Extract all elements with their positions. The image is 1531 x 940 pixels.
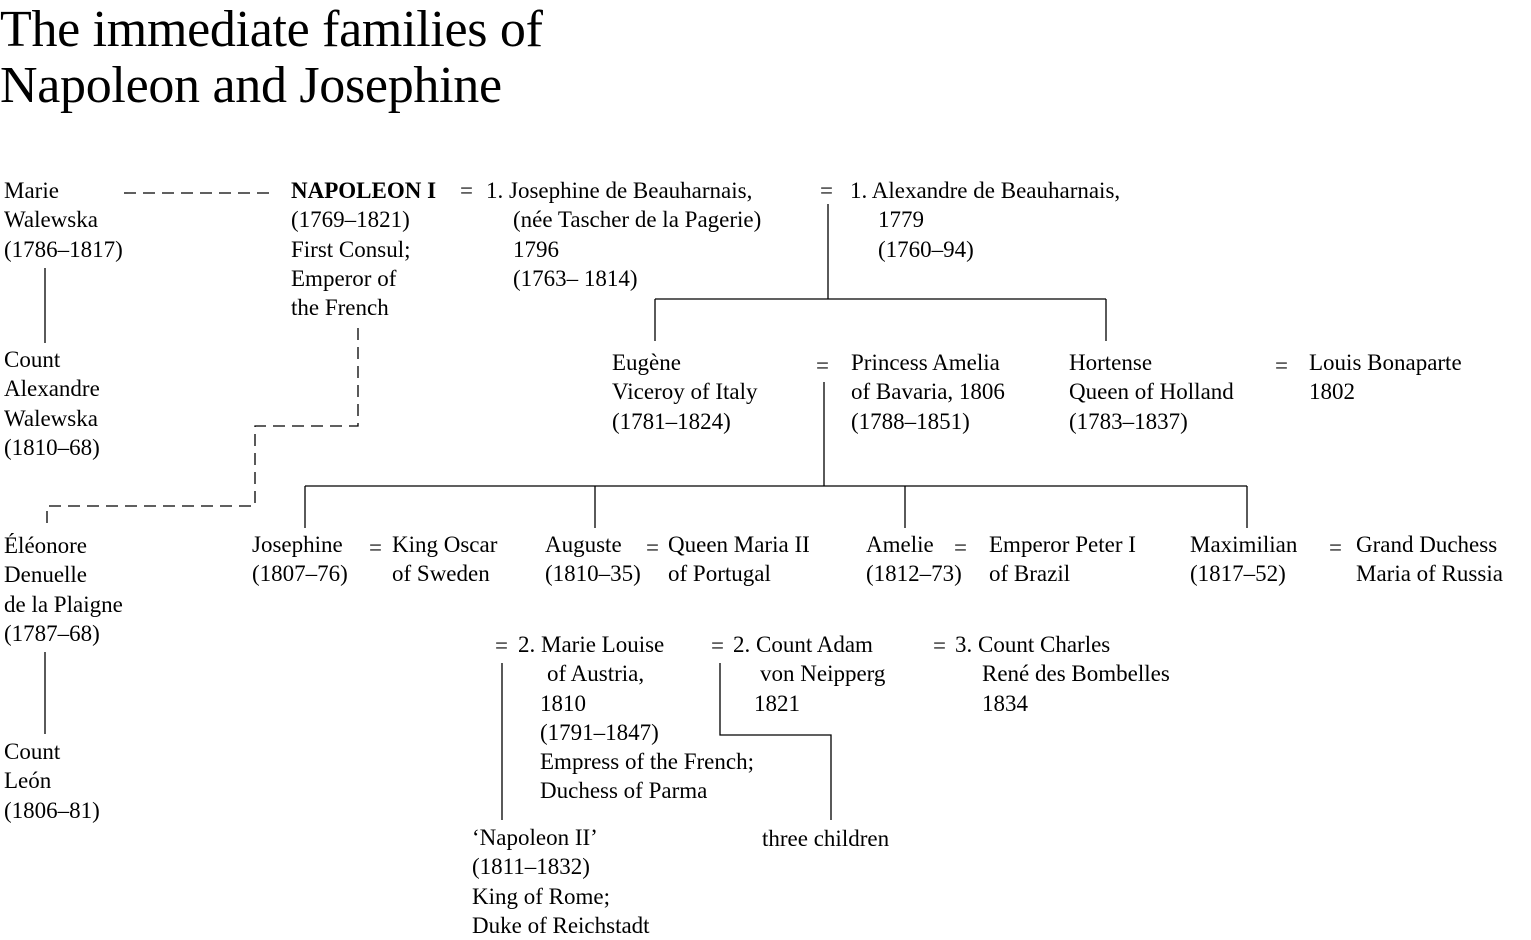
person-marie-louise: 2. Marie Louise of Austria, 1810 (1791–1847) Empress of the French; Duchess of Parma — [518, 632, 754, 804]
person-count-leon: Count León (1806–81) — [4, 739, 100, 823]
marriage-symbol: = — [820, 178, 833, 203]
person-queen-maria-ii: Queen Maria II of Portugal — [668, 532, 810, 587]
person-napoleon-i: NAPOLEON I (1769–1821) First Consul; Emperor of the French — [291, 178, 437, 321]
person-josephine-of-leuchtenberg: Josephine (1807–76) — [252, 532, 348, 587]
page-title — [0, 2, 543, 114]
person-grand-duchess-maria: Grand Duchess Maria of Russia — [1356, 532, 1503, 587]
marriage-symbol: = — [495, 633, 508, 658]
marriage-symbol: = — [954, 535, 967, 560]
person-three-children: three children — [762, 826, 890, 851]
person-eugene: Eugène Viceroy of Italy (1781–1824) — [612, 350, 758, 434]
marriage-symbol: = — [933, 633, 946, 658]
marriage-symbol: = — [646, 535, 659, 560]
person-hortense: Hortense Queen of Holland (1783–1837) — [1069, 350, 1234, 434]
person-alexandre-de-beauharnais: 1. Alexandre de Beauharnais, 1779 (1760–94) — [850, 178, 1121, 262]
person-auguste: Auguste (1810–35) — [545, 532, 641, 587]
person-princess-amelia: Princess Amelia of Bavaria, 1806 (1788–1851) — [851, 350, 1005, 434]
marriage-symbol: = — [369, 535, 382, 560]
person-alexandre-walewska: Count Alexandre Walewska (1810–68) — [4, 347, 100, 460]
person-josephine-de-beauharnais: 1. Josephine de Beauharnais, (née Tascher de la Pagerie) 1796 (1763– 1814) — [486, 178, 762, 291]
marriage-symbol: = — [816, 353, 829, 378]
title-line-1: The immediate families of — [0, 1, 543, 58]
title-line-2: Napoleon and Josephine — [0, 57, 502, 114]
marriage-symbol: = — [1275, 353, 1288, 378]
person-napoleon-ii: ‘Napoleon II’ (1811–1832) King of Rome; Duke of Reichstadt — [472, 825, 650, 938]
person-count-charles-bombelles: 3. Count Charles René des Bombelles 1834 — [955, 632, 1170, 716]
person-king-oscar: King Oscar of Sweden — [392, 532, 498, 587]
person-marie-walewska: Marie Walewska (1786–1817) — [4, 178, 123, 262]
marriage-symbol: = — [460, 178, 473, 203]
person-count-adam-von-neipperg: 2. Count Adam von Neipperg 1821 — [733, 632, 886, 716]
person-amelie: Amelie (1812–73) — [866, 532, 962, 587]
person-eleonore-denuelle: Éléonore Denuelle de la Plaigne (1787–68) — [4, 533, 123, 646]
person-maximilian: Maximilian (1817–52) — [1190, 532, 1298, 587]
person-emperor-peter-i: Emperor Peter I of Brazil — [989, 532, 1136, 587]
marriage-symbol: = — [1329, 535, 1342, 560]
marriage-symbol: = — [711, 633, 724, 658]
person-louis-bonaparte: Louis Bonaparte 1802 — [1309, 350, 1462, 405]
